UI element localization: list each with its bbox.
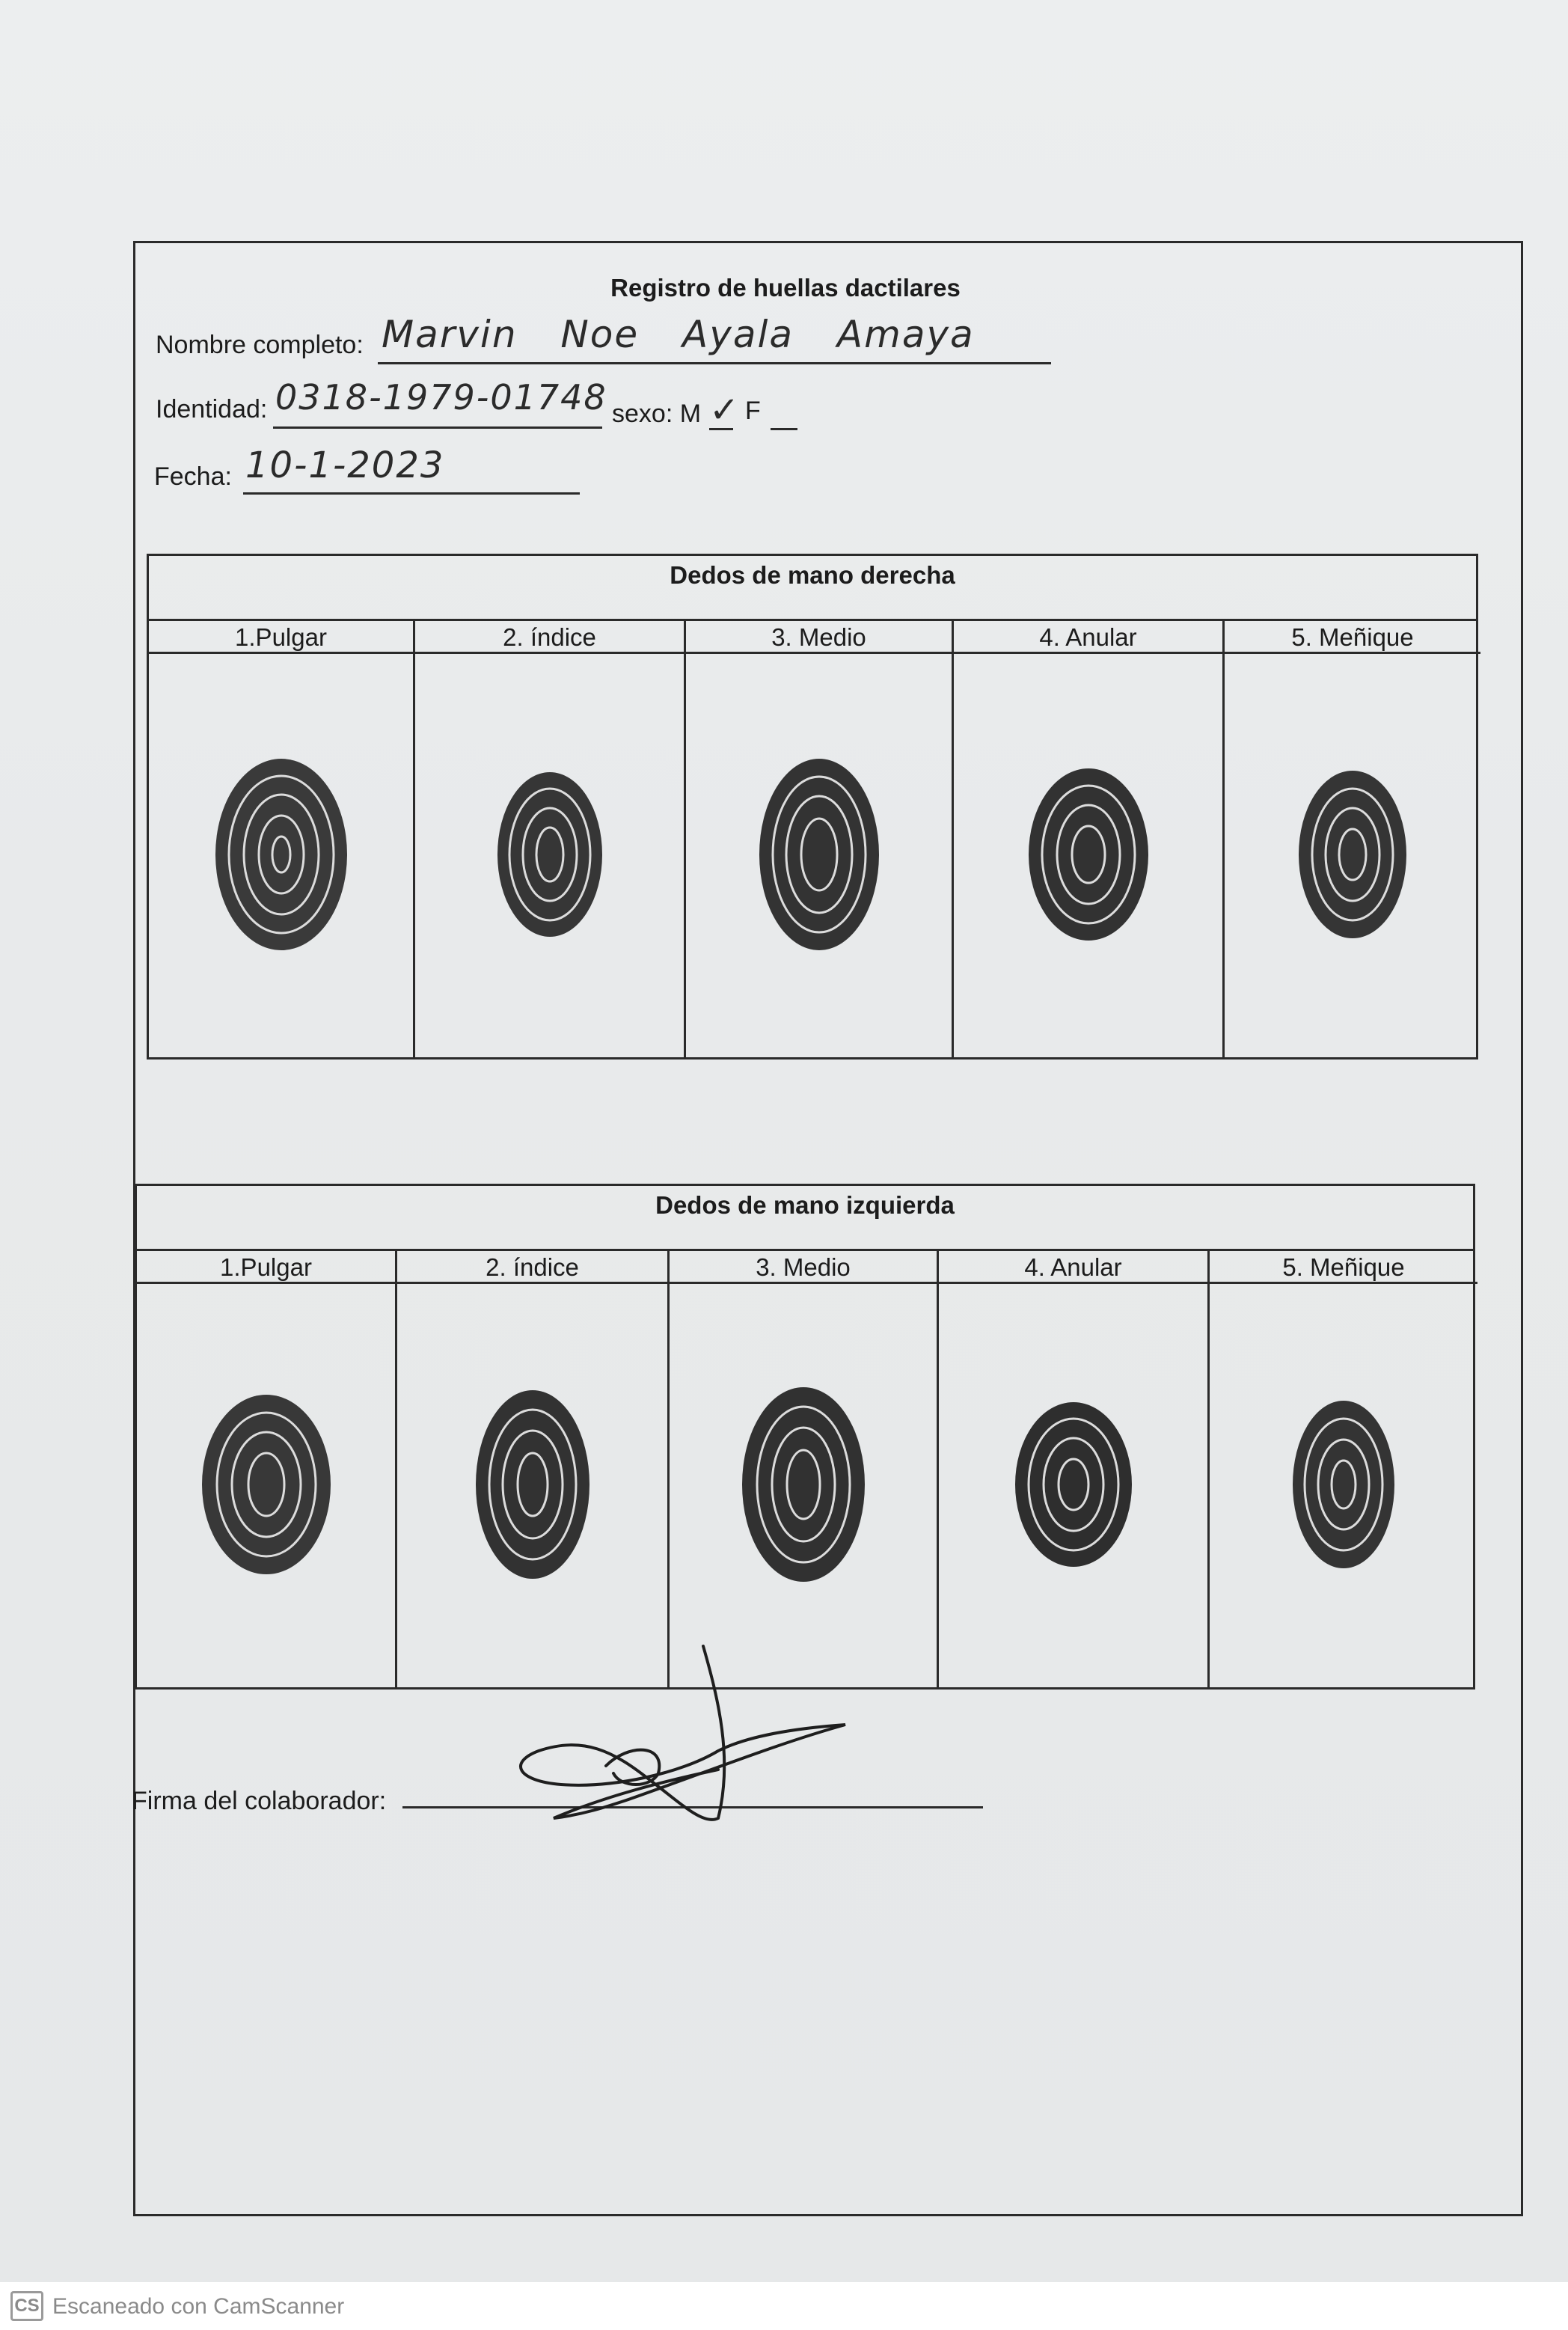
left-finger-label: 1.Pulgar xyxy=(137,1249,395,1284)
date-label: Fecha: xyxy=(154,462,232,491)
right-finger-label: 2. índice xyxy=(415,619,684,654)
sex-female-label: F xyxy=(745,397,761,425)
fingerprint-icon xyxy=(1025,765,1152,944)
left-finger-cell xyxy=(397,1249,670,1687)
name-label: Nombre completo: xyxy=(156,331,364,359)
right-hand-title: Dedos de mano derecha xyxy=(149,556,1476,621)
right-finger-label: 5. Meñique xyxy=(1225,619,1480,654)
left-finger-label: 3. Medio xyxy=(670,1249,937,1284)
sex-f-underline xyxy=(771,410,797,430)
right-finger-label: 3. Medio xyxy=(686,619,952,654)
id-value: 0318-1979-01748 xyxy=(275,377,607,418)
left-finger-cell xyxy=(1210,1249,1477,1687)
right-finger-cell xyxy=(149,619,415,1057)
date-value: 10-1-2023 xyxy=(245,444,445,486)
left-finger-label: 4. Anular xyxy=(939,1249,1207,1284)
form-title: Registro de huellas dactilares xyxy=(610,274,961,302)
sex-label: sexo: M xyxy=(612,400,702,428)
right-finger-label: 1.Pulgar xyxy=(149,619,413,654)
signature-label: Firma del colaborador: xyxy=(132,1787,387,1815)
right-finger-cell xyxy=(1225,619,1480,1057)
right-finger-label: 4. Anular xyxy=(954,619,1222,654)
right-finger-cell xyxy=(954,619,1225,1057)
right-finger-cell xyxy=(415,619,686,1057)
fingerprint-icon xyxy=(1014,1398,1133,1571)
name-value: Marvin Noe Ayala Amaya xyxy=(382,313,975,356)
fingerprint-icon xyxy=(210,753,352,955)
scanner-footer xyxy=(0,2282,1568,2330)
left-hand-table xyxy=(135,1184,1475,1690)
fingerprint-icon xyxy=(199,1391,334,1578)
fingerprint-icon xyxy=(756,753,883,955)
left-finger-cell xyxy=(137,1249,397,1687)
left-hand-title: Dedos de mano izquierda xyxy=(137,1186,1473,1251)
left-finger-cell xyxy=(939,1249,1210,1687)
right-finger-cell xyxy=(686,619,954,1057)
fingerprint-icon xyxy=(494,768,606,941)
fingerprint-icon xyxy=(473,1387,592,1582)
scanner-credit: Escaneado con CamScanner xyxy=(52,2294,345,2319)
fingerprint-icon xyxy=(740,1383,867,1586)
left-finger-cell xyxy=(670,1249,939,1687)
fingerprint-icon xyxy=(1291,1398,1396,1571)
fingerprint-icon xyxy=(1296,768,1409,941)
left-finger-label: 2. índice xyxy=(397,1249,667,1284)
sex-mark: ✓ xyxy=(709,389,741,431)
id-label: Identidad: xyxy=(156,395,268,424)
left-finger-label: 5. Meñique xyxy=(1210,1249,1477,1284)
right-hand-table xyxy=(147,554,1478,1059)
signature-image xyxy=(494,1639,853,1841)
camscanner-logo: CS xyxy=(10,2291,43,2321)
